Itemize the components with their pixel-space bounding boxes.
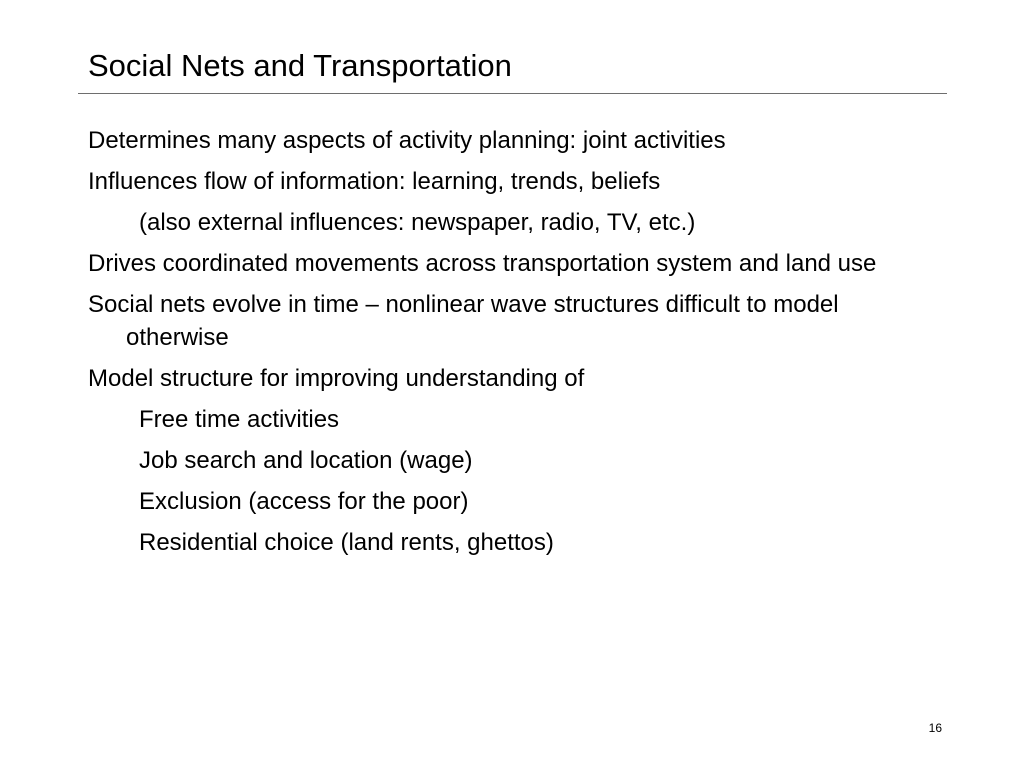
bullet-coordinated-movements: Drives coordinated movements across transportation system and land use [88,250,877,277]
bullet-social-nets-evolve: Social nets evolve in time – nonlinear wave structures difficult to model otherwise [88,291,839,351]
sub-bullet-residential-choice: Residential choice (land rents, ghettos) [139,529,554,556]
title-divider [78,93,947,94]
sub-bullet-exclusion: Exclusion (access for the poor) [139,488,469,515]
sub-bullet-job-search: Job search and location (wage) [139,447,473,474]
bullet-model-structure: Model structure for improving understanding of [88,365,585,392]
page-number: 16 [928,721,942,735]
bullet-activity-planning: Determines many aspects of activity planning: joint activities [88,127,726,154]
bullet-information-flow: Influences flow of information: learning, trends, beliefs [88,168,661,195]
sub-bullet-external-influences: (also external influences: newspaper, radio, TV, etc.) [139,209,696,236]
slide-body [88,124,928,567]
sub-bullet-free-time: Free time activities [139,406,340,433]
slide-title: Social Nets and Transportation [88,48,512,83]
